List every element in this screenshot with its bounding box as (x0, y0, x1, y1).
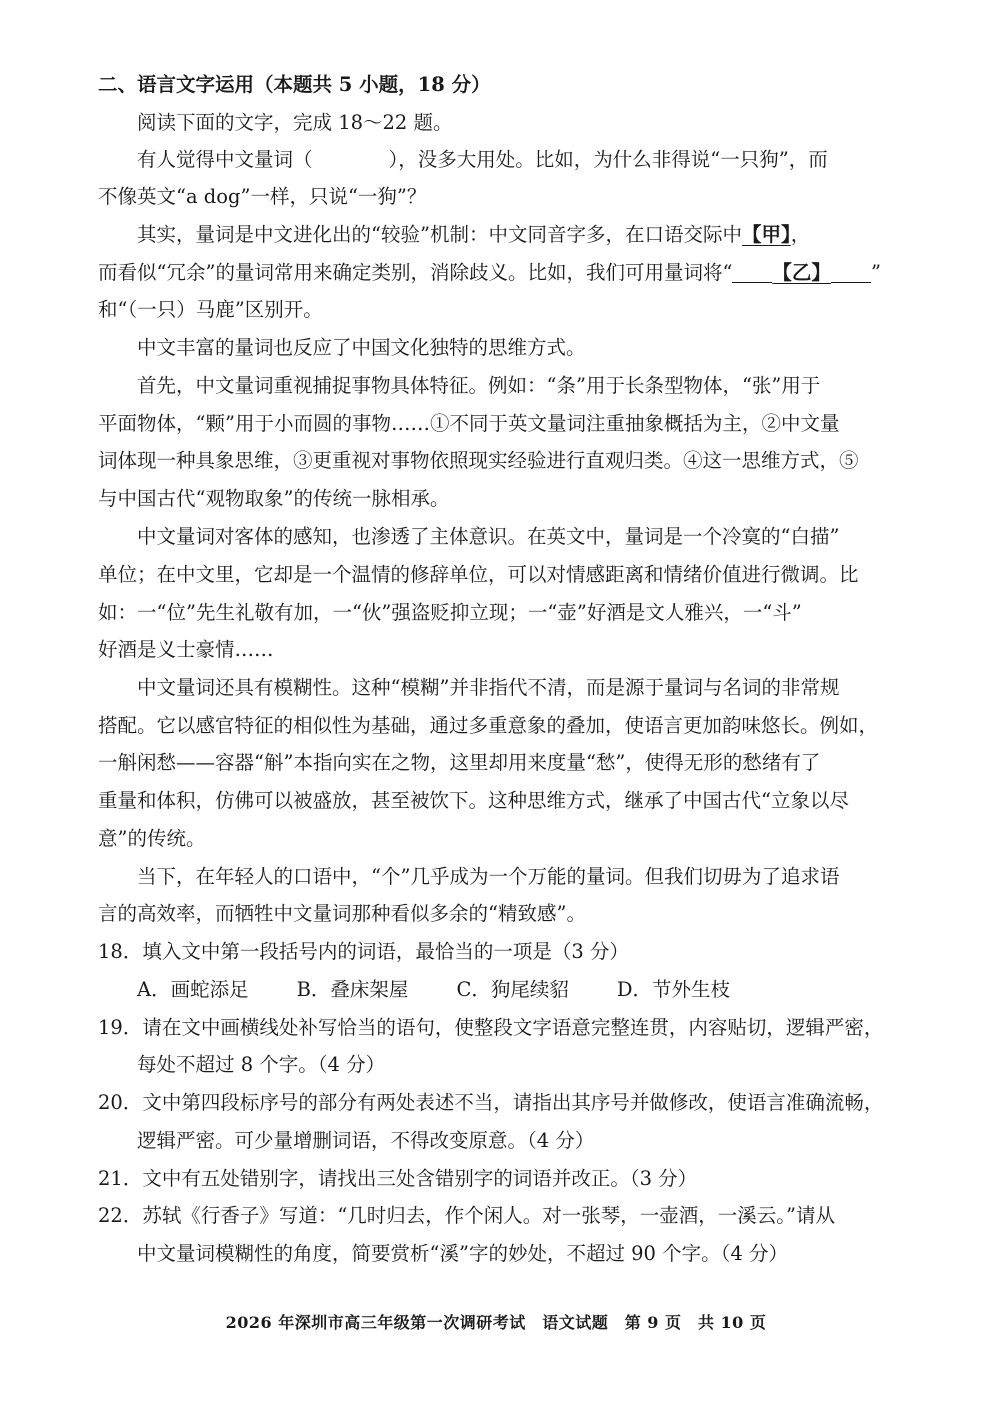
question-21: 21．文中有五处错别字，请找出三处含错别字的词语并改正。（3 分） (98, 1167, 698, 1190)
passage-line: 中文丰富的量词也反应了中国文化独特的思维方式。 (137, 336, 586, 359)
option-c: C．狗尾续貂 (456, 978, 569, 1001)
passage-line: 词体现一种具象思维，③更重视对事物依照现实经验进行直观归类。④这一思维方式，⑤ (98, 449, 859, 472)
question-22: 22．苏轼《行香子》写道：“几时归去，作个闲人。对一张琴，一壶酒，一溪云。”请从 (98, 1204, 836, 1227)
page-footer: 2026 年深圳市高三年级第一次调研考试 语文试题 第 9 页 共 10 页 (225, 1313, 767, 1332)
question-20: 20．文中第四段标序号的部分有两处表述不当，请指出其序号并做修改，使语言准确流畅， (98, 1091, 884, 1114)
passage-line: 搭配。它以感官特征的相似性为基础，通过多重意象的叠加，使语言更加韵味悠长。例如， (98, 714, 879, 737)
question-18: 18．填入文中第一段括号内的词语，最恰当的一项是（3 分） (98, 940, 629, 963)
section-heading: 二、语言文字运用（本题共 5 小题，18 分） (98, 73, 491, 96)
option-d: D．节外生枝 (616, 978, 730, 1001)
passage-line: 与中国古代“观物取象”的传统一脉相承。 (98, 487, 450, 510)
passage-line: 当下，在年轻人的口语中，“个”几乎成为一个万能的量词。但我们切毋为了追求语 (137, 865, 840, 888)
passage-line (137, 141, 913, 179)
passage-line: 言的高效率，而牺牲中文量词那种看似多余的“精致感”。 (98, 902, 586, 925)
passage-text: 其实，量词是中文进化出的“较验”机制：中文同音字多，在口语交际中 (137, 223, 742, 246)
passage-text: 有人觉得中文量词（ (137, 148, 313, 171)
passage-text: ， (790, 223, 811, 246)
passage-text: 而看似“冗余”的量词常用来确定类别，消除歧义。比如，我们可用量词将“ (98, 261, 733, 284)
passage-line: 重量和体积，仿佛可以被盛放，甚至被饮下。这种思维方式，继承了中国古代“立象以尽 (98, 789, 849, 812)
blank-marker-jia: 【甲】 (741, 223, 791, 246)
passage-line (137, 216, 913, 254)
underline-blank (732, 260, 772, 283)
passage-line: 首先，中文量词重视捕捉事物具体特征。例如：“条”用于长条型物体，“张”用于 (137, 374, 821, 397)
passage-text: ” (870, 261, 881, 284)
passage-line: 单位；在中文里，它却是一个温情的修辞单位，可以对情感距离和情绪价值进行微调。比 (98, 563, 859, 586)
passage-line: 中文量词还具有模糊性。这种“模糊”并非指代不清，而是源于量词与名词的非常规 (137, 676, 840, 699)
question-19: 19．请在文中画横线处补写恰当的语句，使整段文字语意完整连贯，内容贴切，逻辑严密， (98, 1016, 884, 1039)
passage-line: 中文量词对客体的感知，也渗透了主体意识。在英文中，量词是一个冷寞的“白描” (137, 525, 840, 548)
option-b: B．叠床架屋 (296, 978, 409, 1001)
underline-blank (831, 260, 871, 283)
passage-line: 和“（一只）马鹿”区别开。 (98, 298, 323, 321)
passage-line: 平面物体，“颗”用于小而圆的事物……①不同于英文量词注重抽象概括为主，②中文量 (98, 412, 840, 435)
blank-marker-yi: 【乙】 (772, 261, 831, 284)
passage-line: 一斛闲愁——容器“斛”本指向实在之物，这里却用来度量“愁”，使得无形的愁绪有了 (98, 751, 821, 774)
passage-line: 不像英文“a dog”一样，只说“一狗”？ (98, 185, 427, 208)
passage-text: ），没多大用处。比如，为什么非得说“一只狗”，而 (388, 148, 828, 171)
question-20-cont: 逻辑严密。可少量增删词语，不得改变原意。（4 分） (137, 1129, 595, 1152)
question-22-cont: 中文量词模糊性的角度，简要赏析“溪”字的妙处，不超过 90 个字。（4 分） (137, 1242, 789, 1265)
option-a: A．画蛇添足 (137, 978, 249, 1001)
question-19-cont: 每处不超过 8 个字。（4 分） (137, 1053, 386, 1076)
section-instruction: 阅读下面的文字，完成 18～22 题。 (137, 111, 453, 134)
passage-line: 意”的传统。 (98, 827, 206, 850)
passage-line: 好酒是义士豪情…… (98, 638, 274, 661)
question-18-options (137, 971, 913, 1009)
passage-line (98, 254, 913, 292)
passage-line: 如：一“位”先生礼敬有加，一“伙”强盗贬抑立现；一“壶”好酒是文人雅兴，一“斗” (98, 601, 802, 624)
